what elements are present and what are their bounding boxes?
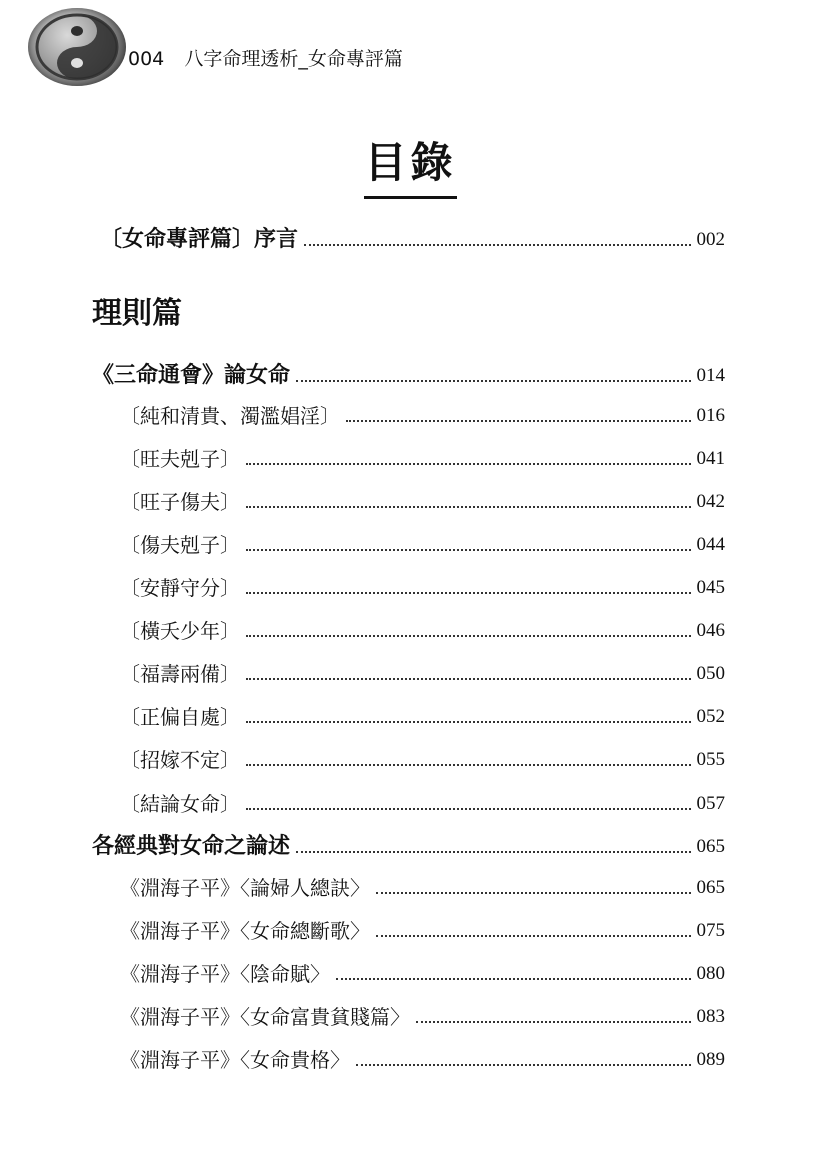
toc-entry-label: 〔橫夭少年〕 bbox=[120, 619, 240, 643]
toc-leader-dots bbox=[246, 496, 691, 508]
toc-entry-page: 052 bbox=[696, 706, 725, 727]
toc-entry-page: 065 bbox=[696, 877, 725, 898]
toc-leader-dots bbox=[336, 968, 691, 980]
toc-leader-dots bbox=[376, 925, 691, 937]
toc-entry-label: 〔旺子傷夫〕 bbox=[120, 490, 240, 514]
toc-entry-page: 045 bbox=[696, 577, 725, 598]
toc-leader-dots bbox=[356, 1054, 691, 1066]
toc-entry[interactable] bbox=[0, 570, 821, 606]
toc-entry-page: 055 bbox=[696, 749, 725, 770]
toc-entry-page: 014 bbox=[696, 365, 725, 386]
toc-entry[interactable] bbox=[0, 1042, 821, 1078]
toc-entry[interactable] bbox=[0, 441, 821, 477]
toc-entry-page: 050 bbox=[696, 663, 725, 684]
toc-entry-label: 〔正偏自處〕 bbox=[120, 705, 240, 729]
toc-leader-dots bbox=[296, 841, 690, 853]
toc-entry[interactable] bbox=[0, 742, 821, 778]
toc-leader-dots bbox=[376, 882, 691, 894]
toc-entry-label: 《淵海子平》〈女命總斷歌〉 bbox=[120, 919, 370, 943]
toc-leader-dots bbox=[346, 410, 691, 422]
toc-entry[interactable] bbox=[0, 870, 821, 906]
toc-leader-dots bbox=[246, 453, 691, 465]
toc-entry-page: 089 bbox=[696, 1049, 725, 1070]
toc-leader-dots bbox=[416, 1011, 691, 1023]
page-title bbox=[0, 130, 821, 199]
toc-entry-page: 042 bbox=[696, 491, 725, 512]
toc-entry[interactable] bbox=[0, 398, 821, 434]
toc-entry-label: 《淵海子平》〈女命貴格〉 bbox=[120, 1048, 350, 1072]
toc-entry[interactable] bbox=[0, 222, 821, 258]
toc-entry[interactable] bbox=[0, 527, 821, 563]
toc-entry-label: 〔旺夫剋子〕 bbox=[120, 447, 240, 471]
section-title: 理則篇 bbox=[92, 296, 182, 331]
toc-entry-page: 002 bbox=[696, 229, 725, 250]
toc-entry-label: 《淵海子平》〈論婦人總訣〉 bbox=[120, 876, 370, 900]
toc-entry-page: 046 bbox=[696, 620, 725, 641]
toc-entry[interactable] bbox=[0, 999, 821, 1035]
toc-leader-dots bbox=[304, 234, 690, 246]
toc-entry[interactable] bbox=[0, 484, 821, 520]
yin-yang-logo-icon bbox=[28, 8, 126, 86]
header-book-title: 八字命理透析_女命專評篇 bbox=[184, 48, 403, 70]
toc-leader-dots bbox=[246, 711, 691, 723]
toc-entry[interactable] bbox=[0, 613, 821, 649]
toc-entry-page: 075 bbox=[696, 920, 725, 941]
toc-entry[interactable] bbox=[0, 913, 821, 949]
page-title-text: 目錄 bbox=[364, 130, 456, 199]
running-header bbox=[128, 44, 403, 71]
toc-entry-label: 〔純和清貴、濁濫娼淫〕 bbox=[120, 404, 340, 428]
toc-entry-label: 《淵海子平》〈陰命賦〉 bbox=[120, 962, 330, 986]
toc-entry-page: 016 bbox=[696, 405, 725, 426]
toc-entry-page: 065 bbox=[696, 836, 725, 857]
toc-entry[interactable] bbox=[0, 956, 821, 992]
toc-entry[interactable] bbox=[0, 656, 821, 692]
toc-entry-page: 044 bbox=[696, 534, 725, 555]
toc-entry-page: 083 bbox=[696, 1006, 725, 1027]
toc-entry-label: 《三命通會》論女命 bbox=[92, 363, 291, 388]
toc-entry-label: 〔結論女命〕 bbox=[120, 792, 240, 816]
toc-entry[interactable] bbox=[0, 786, 821, 822]
toc-leader-dots bbox=[246, 798, 691, 810]
toc-entry-page: 080 bbox=[696, 963, 725, 984]
toc-entry-label: 《淵海子平》〈女命富貴貧賤篇〉 bbox=[120, 1005, 410, 1029]
toc-entry[interactable] bbox=[0, 829, 821, 865]
toc-leader-dots bbox=[296, 370, 690, 382]
toc-entry-label: 〔傷夫剋子〕 bbox=[120, 533, 240, 557]
toc-entry[interactable] bbox=[0, 699, 821, 735]
toc-entry-page: 057 bbox=[696, 793, 725, 814]
toc-entry-page: 041 bbox=[696, 448, 725, 469]
toc-entry-label: 各經典對女命之論述 bbox=[92, 834, 291, 859]
toc-leader-dots bbox=[246, 582, 691, 594]
toc-leader-dots bbox=[246, 625, 691, 637]
toc-leader-dots bbox=[246, 668, 691, 680]
toc-entry[interactable] bbox=[0, 358, 821, 394]
toc-entry-label: 〔福壽兩備〕 bbox=[120, 662, 240, 686]
toc-leader-dots bbox=[246, 754, 691, 766]
header-page-number: 004 bbox=[128, 48, 165, 70]
toc-entry-label: 〔女命專評篇〕序言 bbox=[100, 227, 299, 252]
toc-entry-label: 〔安靜守分〕 bbox=[120, 576, 240, 600]
toc-entry-label: 〔招嫁不定〕 bbox=[120, 748, 240, 772]
toc-leader-dots bbox=[246, 539, 691, 551]
